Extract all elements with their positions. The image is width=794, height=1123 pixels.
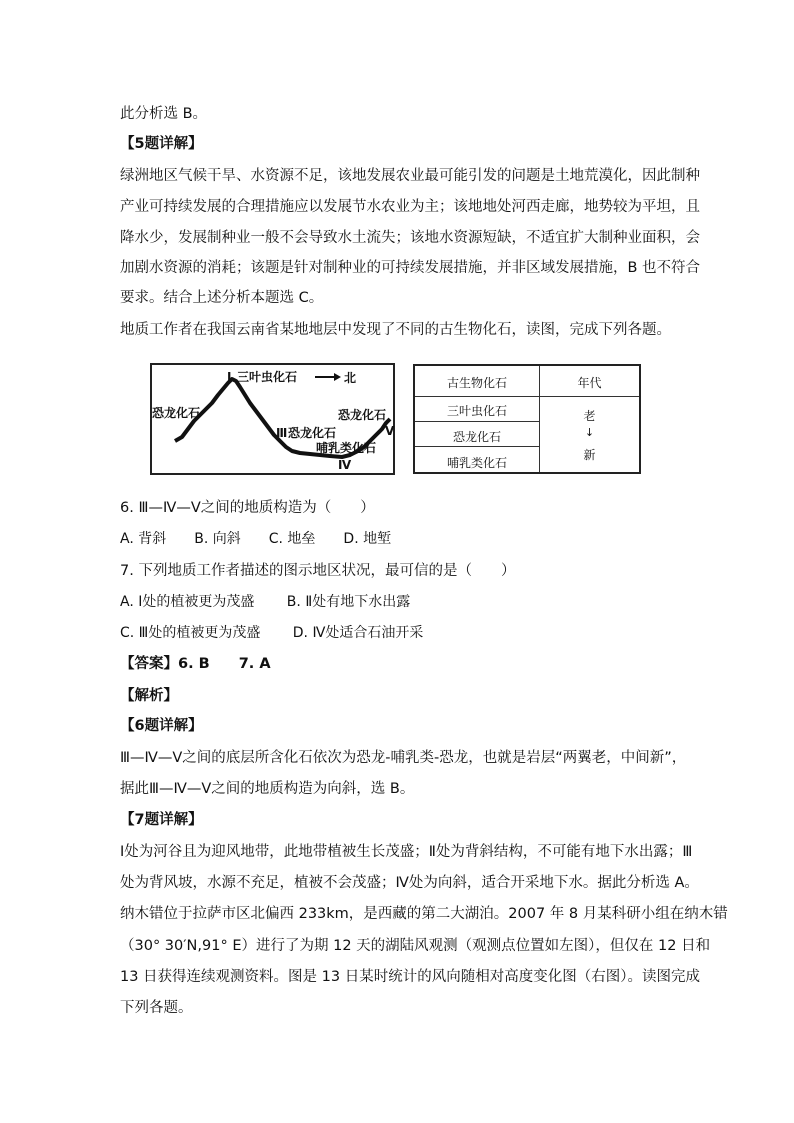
- text-line: 产业可持续发展的合理措施应以发展节水农业为主；该地地处河西走廊，地势较为平坦，且: [120, 199, 700, 215]
- section-heading-7: 【7题详解】: [120, 812, 203, 828]
- roman-1-label: Ⅰ: [227, 370, 232, 384]
- era-old-label: 老: [583, 409, 596, 423]
- text-line: Ⅲ—Ⅳ—Ⅴ之间的底层所含化石依次为恐龙-哺乳类-恐龙，也就是岩层“两翼老，中间新”，: [120, 750, 687, 766]
- era-new-label: 新: [583, 448, 596, 462]
- question-7: 7. 下列地质工作者描述的图示地区状况，最可信的是（ ）: [120, 563, 516, 579]
- question-6: 6. Ⅲ—Ⅳ—Ⅴ之间的地质构造为（ ）: [120, 500, 375, 516]
- analysis-heading: 【解析】: [120, 688, 178, 704]
- trilobite-fossil-label: 三叶虫化石: [237, 370, 298, 384]
- table-cell-fossil: 三叶虫化石: [446, 404, 507, 418]
- text-line: 降水少，发展制种业一般不会导致水土流失；该地水资源短缺，不适宜扩大制种业面积，会: [120, 230, 700, 246]
- text-line: 加剧水资源的消耗；该题是针对制种业的可持续发展措施，并非区域发展措施，B 也不符合: [120, 260, 701, 276]
- text-line: 绿洲地区气候干旱、水资源不足，该地发展农业最可能引发的问题是土地荒漠化，因此制种: [120, 168, 700, 184]
- question-7-options-ab: A. Ⅰ处的植被更为茂盛 B. Ⅱ处有地下水出露: [120, 594, 411, 610]
- dinosaur-fossil-left-label: 恐龙化石: [152, 406, 201, 420]
- text-line: 下列各题。: [120, 1000, 193, 1016]
- text-line: 处为背风坡，水源不充足，植被不会茂盛；Ⅳ处为向斜，适合开采地下水。据此分析选 A。: [120, 875, 699, 891]
- roman-4-label: Ⅳ: [338, 458, 352, 472]
- table-header-era: 年代: [577, 376, 602, 390]
- table-header-fossil: 古生物化石: [446, 376, 507, 390]
- table-cell-fossil: 哺乳类化石: [446, 456, 507, 470]
- text-line: 此分析选 B。: [120, 106, 208, 122]
- dinosaur-fossil-right-label: 恐龙化石: [338, 408, 387, 422]
- text-line: 要求。结合上述分析本题选 C。: [120, 290, 324, 306]
- text-line: 纳木错位于拉萨市区北偏西 233km，是西藏的第二大湖泊。2007 年 8 月某科研小组在纳木错: [120, 906, 728, 922]
- roman-3-label: Ⅲ: [276, 426, 288, 440]
- text-line: 13 日获得连续观测资料。图是 13 日某时统计的风向随相对高度变化图（右图）。读图完成: [120, 969, 700, 985]
- question-intro: 地质工作者在我国云南省某地地层中发现了不同的古生物化石，读图，完成下列各题。: [120, 322, 671, 338]
- table-cell-fossil: 恐龙化石: [452, 430, 501, 444]
- text-line: （30° 30′N,91° E）进行了为期 12 天的湖陆风观测（观测点位置如左图），但仅在 12 日和: [120, 938, 711, 954]
- question-7-options-cd: C. Ⅲ处的植被更为茂盛 D. Ⅳ处适合石油开采: [120, 625, 424, 641]
- answer-line: 【答案】6. B 7. A: [120, 656, 271, 672]
- question-6-options: A. 背斜 B. 向斜 C. 地垒 D. 地堑: [120, 531, 392, 547]
- section-heading-6: 【6题详解】: [120, 718, 203, 734]
- mammal-fossil-label: 哺乳类化石: [316, 441, 377, 455]
- dinosaur-fossil-mid-label: 恐龙化石: [288, 426, 337, 440]
- era-arrow-icon: ↓: [584, 426, 595, 439]
- section-heading-5: 【5题详解】: [120, 136, 203, 152]
- roman-5-label: Ⅴ: [385, 424, 395, 438]
- geologic-section-diagram: [150, 363, 395, 475]
- text-line: Ⅰ处为河谷且为迎风地带，此地带植被生长茂盛；Ⅱ处为背斜结构，不可能有地下水出露；Ⅲ: [120, 844, 693, 860]
- north-label: 北: [344, 371, 357, 385]
- fossil-era-table: [413, 364, 641, 474]
- text-line: 据此Ⅲ—Ⅳ—Ⅴ之间的地质构造为向斜，选 B。: [120, 781, 415, 797]
